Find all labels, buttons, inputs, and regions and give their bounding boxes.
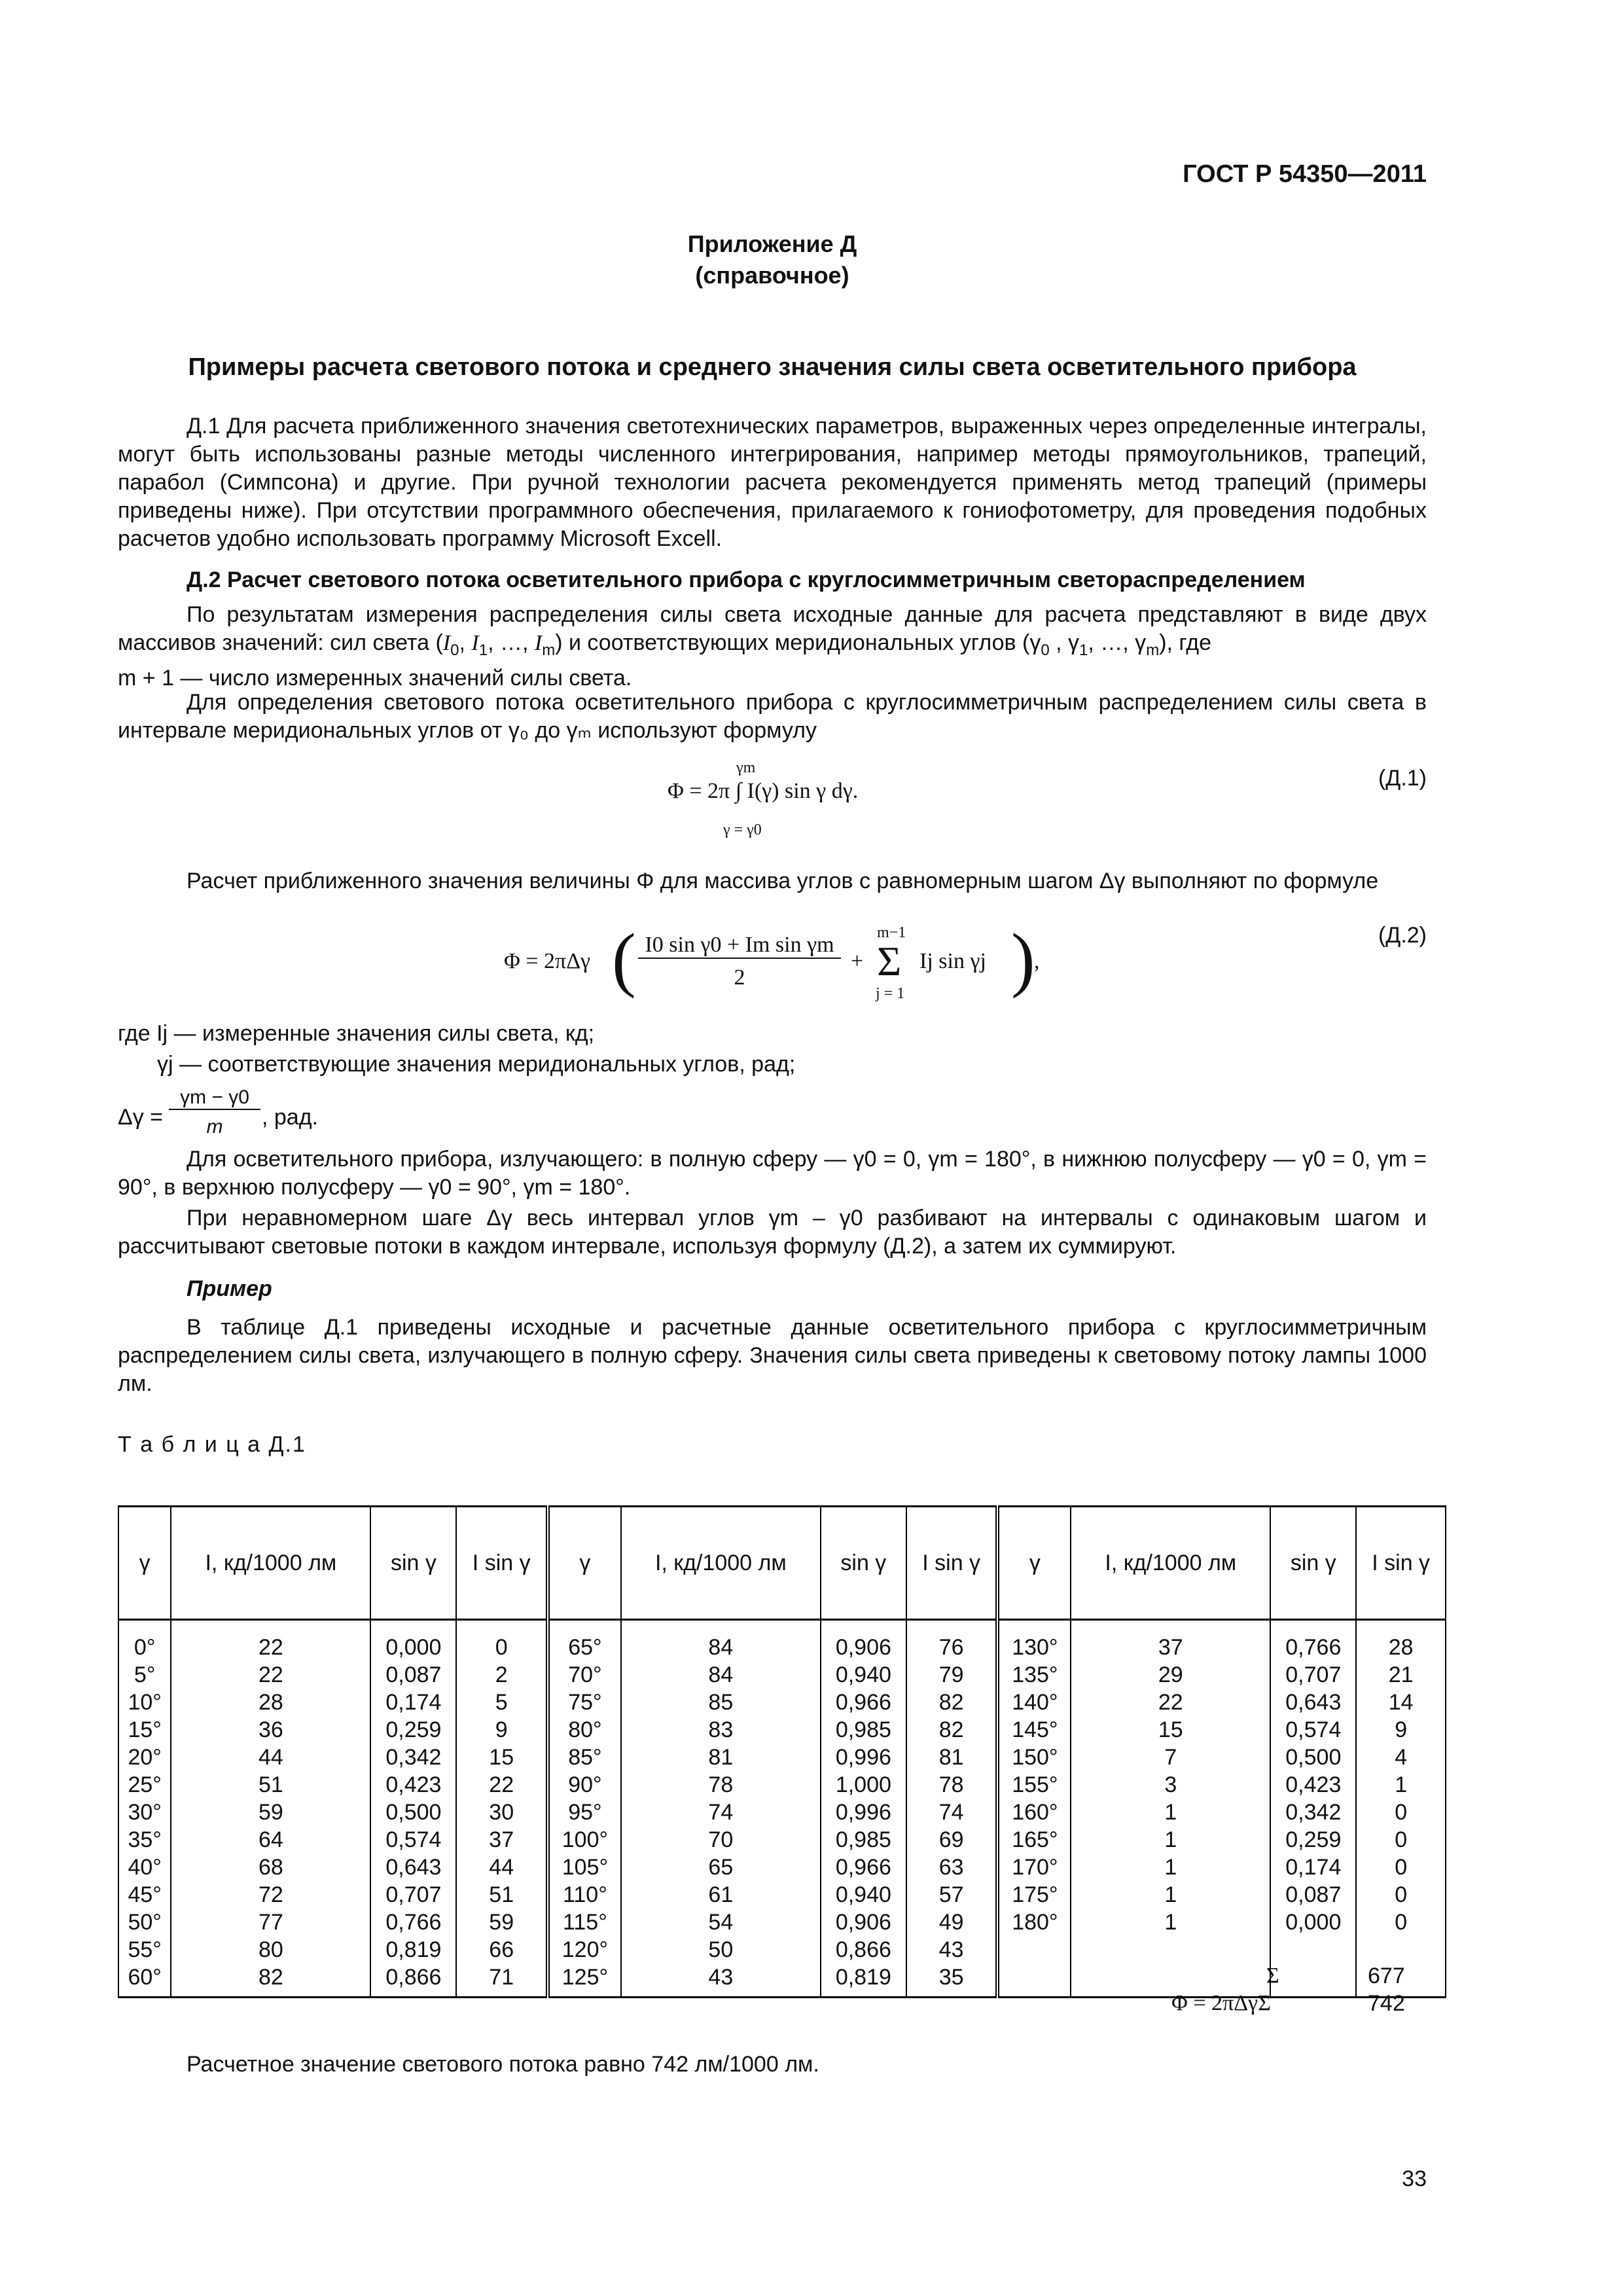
table-cell: 54 <box>708 1910 734 1935</box>
table-cell: 1 <box>1164 1910 1177 1935</box>
table-cell: 115° <box>563 1910 607 1935</box>
appendix-title: Приложение Д <box>687 230 857 257</box>
table-cell: 0,423 <box>385 1772 442 1797</box>
column-Isin-block-1 <box>456 1620 548 1998</box>
column-gamma-block-3 <box>997 1620 1071 1998</box>
table-cell: 78 <box>938 1772 964 1797</box>
table-cell: 55° <box>128 1937 162 1962</box>
col-gamma-1: γ <box>118 1507 171 1620</box>
table-cell: 50 <box>708 1937 734 1962</box>
column-I-block-2 <box>621 1620 821 1998</box>
equation-2-lead: Φ = 2πΔγ <box>504 949 591 973</box>
table-cell: 71 <box>489 1965 514 1990</box>
table-cell: 0 <box>495 1635 508 1660</box>
col-sin-1: sin γ <box>370 1507 456 1620</box>
example-label: Пример <box>187 1276 272 1301</box>
table-cell: 0,000 <box>1285 1910 1342 1935</box>
table-cell: 21 <box>1388 1662 1414 1687</box>
table-cell: 140° <box>1012 1690 1058 1715</box>
table-cell: 0,500 <box>1285 1745 1342 1770</box>
column-gamma-block-1 <box>118 1620 171 1998</box>
col-I-3: I, кд/1000 лм <box>1071 1507 1270 1620</box>
heading-d2: Д.2 Расчет светового потока осветительного прибора с круглосимметричным светораспределением <box>187 567 1306 592</box>
table-cell: 160° <box>1012 1800 1058 1825</box>
table-cell: 22 <box>258 1635 283 1660</box>
table-cell: 4 <box>1395 1745 1408 1770</box>
table-cell: 84 <box>708 1662 734 1687</box>
table-cell: 0,985 <box>835 1827 891 1852</box>
phi-label: Φ = 2πΔγΣ <box>1171 1991 1271 2015</box>
table-cell: 51 <box>489 1882 514 1907</box>
table-cell: 125° <box>562 1965 609 1990</box>
table-cell: 50° <box>128 1910 162 1935</box>
table-cell: 90° <box>568 1772 602 1797</box>
table-cell: 0,643 <box>1285 1690 1342 1715</box>
table-cell: 82 <box>938 1717 964 1742</box>
table-cell: 22 <box>258 1662 283 1687</box>
sum-icon: Σ <box>877 938 902 984</box>
table-cell: 0,707 <box>1285 1662 1342 1687</box>
table-cell: 15 <box>489 1745 514 1770</box>
table-cell: 3 <box>1164 1772 1177 1797</box>
table-cell: 74 <box>708 1800 734 1825</box>
paragraph-d2-3: Расчет приближенного значения величины Φ для массива углов с равномерным шагом Δγ выполняют по формуле <box>187 869 1379 893</box>
col-sin-2: sin γ <box>821 1507 906 1620</box>
col-Isin-3: I sin γ <box>1356 1507 1446 1620</box>
table-cell: 130° <box>1012 1635 1058 1660</box>
table-cell: 0,766 <box>385 1910 442 1935</box>
equation-2-paren-right: ) <box>1011 919 1035 999</box>
table-cell: 0,906 <box>835 1910 891 1935</box>
table-cell: 155° <box>1012 1772 1058 1797</box>
col-Isin-1: I sin γ <box>456 1507 548 1620</box>
table-cell: 0,342 <box>1285 1800 1342 1825</box>
table-cell: 100° <box>562 1827 609 1852</box>
table-cell: 74 <box>938 1800 964 1825</box>
table-cell: 2 <box>495 1662 508 1687</box>
equation-2-sum-body: Ij sin γj <box>919 949 986 973</box>
table-cell: 0,940 <box>835 1882 891 1907</box>
equation-1-lower: γ = γ0 <box>723 821 762 838</box>
table-cell: 85 <box>708 1690 734 1715</box>
example-text: В таблице Д.1 приведены исходные и расчетные данные осветительного прибора с круглосимметричным распределением силы света, излучающего в полную сферу. Значения силы света приведены к световому потоку лампы 1000 лм. <box>118 1315 1427 1396</box>
paragraph-d2-2: Для определения светового потока осветительного прибора с круглосимметричным распределением силы света в интервале меридиональных углов от γ₀ до γₘ используют формулу <box>118 690 1427 743</box>
table-cell: 83 <box>708 1717 734 1742</box>
equation-2-sum-upper: m−1 <box>877 924 906 941</box>
col-I-1: I, кд/1000 лм <box>171 1507 370 1620</box>
table-cell: 43 <box>708 1965 734 1990</box>
table-cell: 65 <box>708 1855 734 1880</box>
table-cell: 37 <box>1158 1635 1183 1660</box>
table-cell: 0,574 <box>1285 1717 1342 1742</box>
where-line-3-tail: , рад. <box>262 1105 318 1130</box>
table-cell: 14 <box>1388 1690 1414 1715</box>
table-cell: 0,940 <box>835 1662 891 1687</box>
table-cell: 0 <box>1395 1910 1408 1935</box>
equation-2-paren-left: ( <box>612 919 636 999</box>
table-cell: 78 <box>708 1772 734 1797</box>
where-line-3-numerator: γm − γ0 <box>169 1086 260 1110</box>
column-sin-block-2 <box>821 1620 906 1998</box>
table-cell: 0° <box>134 1635 156 1660</box>
table-cell: 1 <box>1164 1800 1177 1825</box>
table-cell: 110° <box>563 1882 607 1907</box>
table-cell: 59 <box>489 1910 514 1935</box>
table-cell: 40° <box>128 1855 162 1880</box>
table-cell: 0,259 <box>1285 1827 1342 1852</box>
table-cell: 95° <box>568 1800 602 1825</box>
table-cell: 0,174 <box>385 1690 442 1715</box>
table-cell: 68 <box>258 1855 283 1880</box>
table-cell: 0,985 <box>835 1717 891 1742</box>
table-cell: 1 <box>1164 1855 1177 1880</box>
table-cell: 63 <box>938 1855 964 1880</box>
result-text: Расчетное значение светового потока равно 742 лм/1000 лм. <box>187 2052 819 2077</box>
table-cell: 82 <box>258 1965 283 1990</box>
table-cell: 120° <box>562 1937 609 1962</box>
table-cell: 15 <box>1158 1717 1183 1742</box>
table-cell: 0,866 <box>385 1965 442 1990</box>
table-cell: 36 <box>258 1717 283 1742</box>
table-cell: 0,819 <box>835 1965 891 1990</box>
column-I-block-3 <box>1071 1620 1270 1998</box>
column-Isin-block-3 <box>1356 1620 1446 1998</box>
column-Isin-block-2 <box>906 1620 998 1998</box>
table-cell: 82 <box>938 1690 964 1715</box>
equation-2-comma: , <box>1034 949 1040 973</box>
table-cell: 0,996 <box>835 1745 891 1770</box>
table-cell: 0,259 <box>385 1717 442 1742</box>
table-cell: 180° <box>1012 1910 1058 1935</box>
col-gamma-2: γ <box>548 1507 621 1620</box>
table-cell: 135° <box>1012 1662 1058 1687</box>
column-I-block-1 <box>171 1620 370 1998</box>
table-cell: 0,766 <box>1285 1635 1342 1660</box>
table-cell: 65° <box>568 1635 602 1660</box>
table-cell: 105° <box>562 1855 609 1880</box>
table-cell: 0,423 <box>1285 1772 1342 1797</box>
table-cell: 0,087 <box>385 1662 442 1687</box>
data-table <box>118 1505 1446 1998</box>
table-header-row <box>118 1507 1446 1620</box>
where-line-3-lead: Δγ = <box>118 1105 164 1130</box>
table-caption: Т а б л и ц а Д.1 <box>118 1432 306 1457</box>
section-title: Примеры расчета светового потока и среднего значения силы света осветительного прибора <box>188 353 1357 381</box>
table-cell: 66 <box>489 1937 514 1962</box>
table-cell: 49 <box>938 1910 964 1935</box>
table-cell: 15° <box>128 1717 162 1742</box>
table-cell: 69 <box>938 1827 964 1852</box>
table-cell: 79 <box>938 1662 964 1687</box>
table-cell: 81 <box>938 1745 964 1770</box>
equation-2-fraction-numerator: I0 sin γ0 + Im sin γm <box>638 933 841 959</box>
table-cell: 44 <box>258 1745 283 1770</box>
table-cell: 170° <box>1012 1855 1058 1880</box>
table-cell: 0,996 <box>835 1800 891 1825</box>
where-line-2: γj — соответствующие значения меридиональных углов, рад; <box>157 1052 796 1077</box>
table-cell: 0,906 <box>835 1635 891 1660</box>
table-cell: 0 <box>1395 1855 1408 1880</box>
equation-1: Φ = 2π ∫ I(γ) sin γ dγ. <box>668 779 859 803</box>
table-cell: 175° <box>1012 1882 1058 1907</box>
table-cell: 35 <box>938 1965 964 1990</box>
table-cell: 37 <box>489 1827 514 1852</box>
equation-2-plus: + <box>851 949 864 973</box>
phi-value: 742 <box>1368 1991 1405 2016</box>
col-sin-3: sin γ <box>1270 1507 1356 1620</box>
table-cell: 84 <box>708 1635 734 1660</box>
table-cell: 22 <box>489 1772 514 1797</box>
table-cell: 1 <box>1395 1772 1408 1797</box>
paragraph-d1: Д.1 Для расчета приближенного значения светотехнических параметров, выраженных через определенные интегралы, могут быть использованы разные методы численного интегрирования, например методы прямоугольников, трапеций, парабол (Симпсона) и другие. При ручной технологии расчета рекомендуется применять метод трапеций (примеры приведены ниже). При отсутствии программного обеспечения, прилагаемого к гониофотометру, для проведения подобных расчетов удобно использовать программу Microsoft Excell. <box>118 414 1427 551</box>
table-cell: 29 <box>1158 1662 1183 1687</box>
table-row <box>118 1620 1446 1998</box>
table-cell: 70 <box>708 1827 734 1852</box>
table-cell: 81 <box>708 1745 734 1770</box>
paragraph-d2-5: При неравномерном шаге Δγ весь интервал углов γm – γ0 разбивают на интервалы с одинаковым шагом и рассчитывают световые потоки в каждом интервале, используя формулу (Д.2), а затем их суммируют. <box>118 1206 1427 1259</box>
table-cell: 76 <box>938 1635 964 1660</box>
table-cell: 0,643 <box>385 1855 442 1880</box>
sum-value: 677 <box>1368 1964 1405 1988</box>
table-cell: 9 <box>495 1717 508 1742</box>
equation-2-fraction-denominator: 2 <box>734 965 745 990</box>
table-cell: 28 <box>258 1690 283 1715</box>
sum-label: Σ <box>1266 1964 1279 1988</box>
table-cell: 25° <box>128 1772 162 1797</box>
table-cell: 145° <box>1012 1717 1058 1742</box>
table-cell: 30 <box>489 1800 514 1825</box>
table-cell: 70° <box>568 1662 602 1687</box>
table-cell: 5 <box>495 1690 508 1715</box>
table-cell: 61 <box>708 1882 734 1907</box>
column-sin-block-1 <box>370 1620 456 1998</box>
table-cell: 150° <box>1012 1745 1058 1770</box>
table-cell: 0,966 <box>835 1690 891 1715</box>
table-cell: 20° <box>128 1745 162 1770</box>
table-cell: 1,000 <box>835 1772 891 1797</box>
table-cell: 0,819 <box>385 1937 442 1962</box>
col-gamma-3: γ <box>997 1507 1071 1620</box>
table-cell: 7 <box>1164 1745 1177 1770</box>
table-cell: 45° <box>128 1882 162 1907</box>
table-cell: 28 <box>1388 1635 1414 1660</box>
table-cell: 165° <box>1012 1827 1058 1852</box>
table-cell: 0 <box>1395 1882 1408 1907</box>
table-cell: 60° <box>128 1965 162 1990</box>
table-cell: 35° <box>128 1827 162 1852</box>
table-cell: 1 <box>1164 1827 1177 1852</box>
table-cell: 0,500 <box>385 1800 442 1825</box>
col-Isin-2: I sin γ <box>906 1507 998 1620</box>
table-cell: 1 <box>1164 1882 1177 1907</box>
equation-1-upper: γm <box>736 759 756 776</box>
table-cell: 22 <box>1158 1690 1183 1715</box>
table-cell: 0,966 <box>835 1855 891 1880</box>
column-gamma-block-2 <box>548 1620 621 1998</box>
where-line-3-denominator: m <box>206 1116 223 1138</box>
table-cell: 0,087 <box>1285 1882 1342 1907</box>
appendix-subtitle: (справочное) <box>695 262 849 289</box>
table-cell: 80° <box>568 1717 602 1742</box>
table-cell: 0,174 <box>1285 1855 1342 1880</box>
page-number: 33 <box>1402 2166 1427 2191</box>
table-cell: 59 <box>258 1800 283 1825</box>
equation-1-number: (Д.1) <box>1378 766 1427 791</box>
table-cell: 85° <box>568 1745 602 1770</box>
table-cell: 43 <box>938 1937 964 1962</box>
paragraph-d2-4: Для осветительного прибора, излучающего: в полную сферу — γ0 = 0, γm = 180°, в нижнюю полусферу — γ0 = 0, γm = 90°, в верхнюю полусферу — γ0 = 90°, γm = 180°. <box>118 1147 1427 1200</box>
table-cell: 0 <box>1395 1800 1408 1825</box>
table-cell: 51 <box>258 1772 283 1797</box>
table-cell: 77 <box>258 1910 283 1935</box>
where-line-1: где Ij — измеренные значения силы света, кд; <box>118 1021 595 1046</box>
table-cell: 10° <box>128 1690 162 1715</box>
table-cell: 72 <box>258 1882 283 1907</box>
table-cell: 0,574 <box>385 1827 442 1852</box>
paragraph-d2-1: По результатам измерения распределения силы света исходные данные для расчета представляют в виде двух массивов значений: сил света ($I_0$, $I_1$, …, $I_m$) и соответствующих меридиональных углов ($\gamma_0$ , $\gamma_1$, …, $\gamma_m$), где m + 1 — число измеренных значений силы света. <box>118 602 1427 691</box>
table-cell: 75° <box>568 1690 602 1715</box>
column-sin-block-3 <box>1270 1620 1356 1998</box>
col-I-2: I, кд/1000 лм <box>621 1507 821 1620</box>
table-cell: 0,707 <box>385 1882 442 1907</box>
table-cell: 0,342 <box>385 1745 442 1770</box>
table-cell: 64 <box>258 1827 283 1852</box>
table-cell: 30° <box>128 1800 162 1825</box>
table-cell: 9 <box>1395 1717 1408 1742</box>
table-cell: 80 <box>258 1937 283 1962</box>
standard-number: ГОСТ Р 54350—2011 <box>1183 160 1427 188</box>
table-cell: 0,000 <box>385 1635 442 1660</box>
equation-2-sum-lower: j = 1 <box>876 985 905 1002</box>
table-cell: 57 <box>938 1882 964 1907</box>
table-cell: 0 <box>1395 1827 1408 1852</box>
table-cell: 0,866 <box>835 1937 891 1962</box>
table-cell: 5° <box>134 1662 156 1687</box>
equation-2-number: (Д.2) <box>1378 923 1427 948</box>
table-cell: 44 <box>489 1855 514 1880</box>
